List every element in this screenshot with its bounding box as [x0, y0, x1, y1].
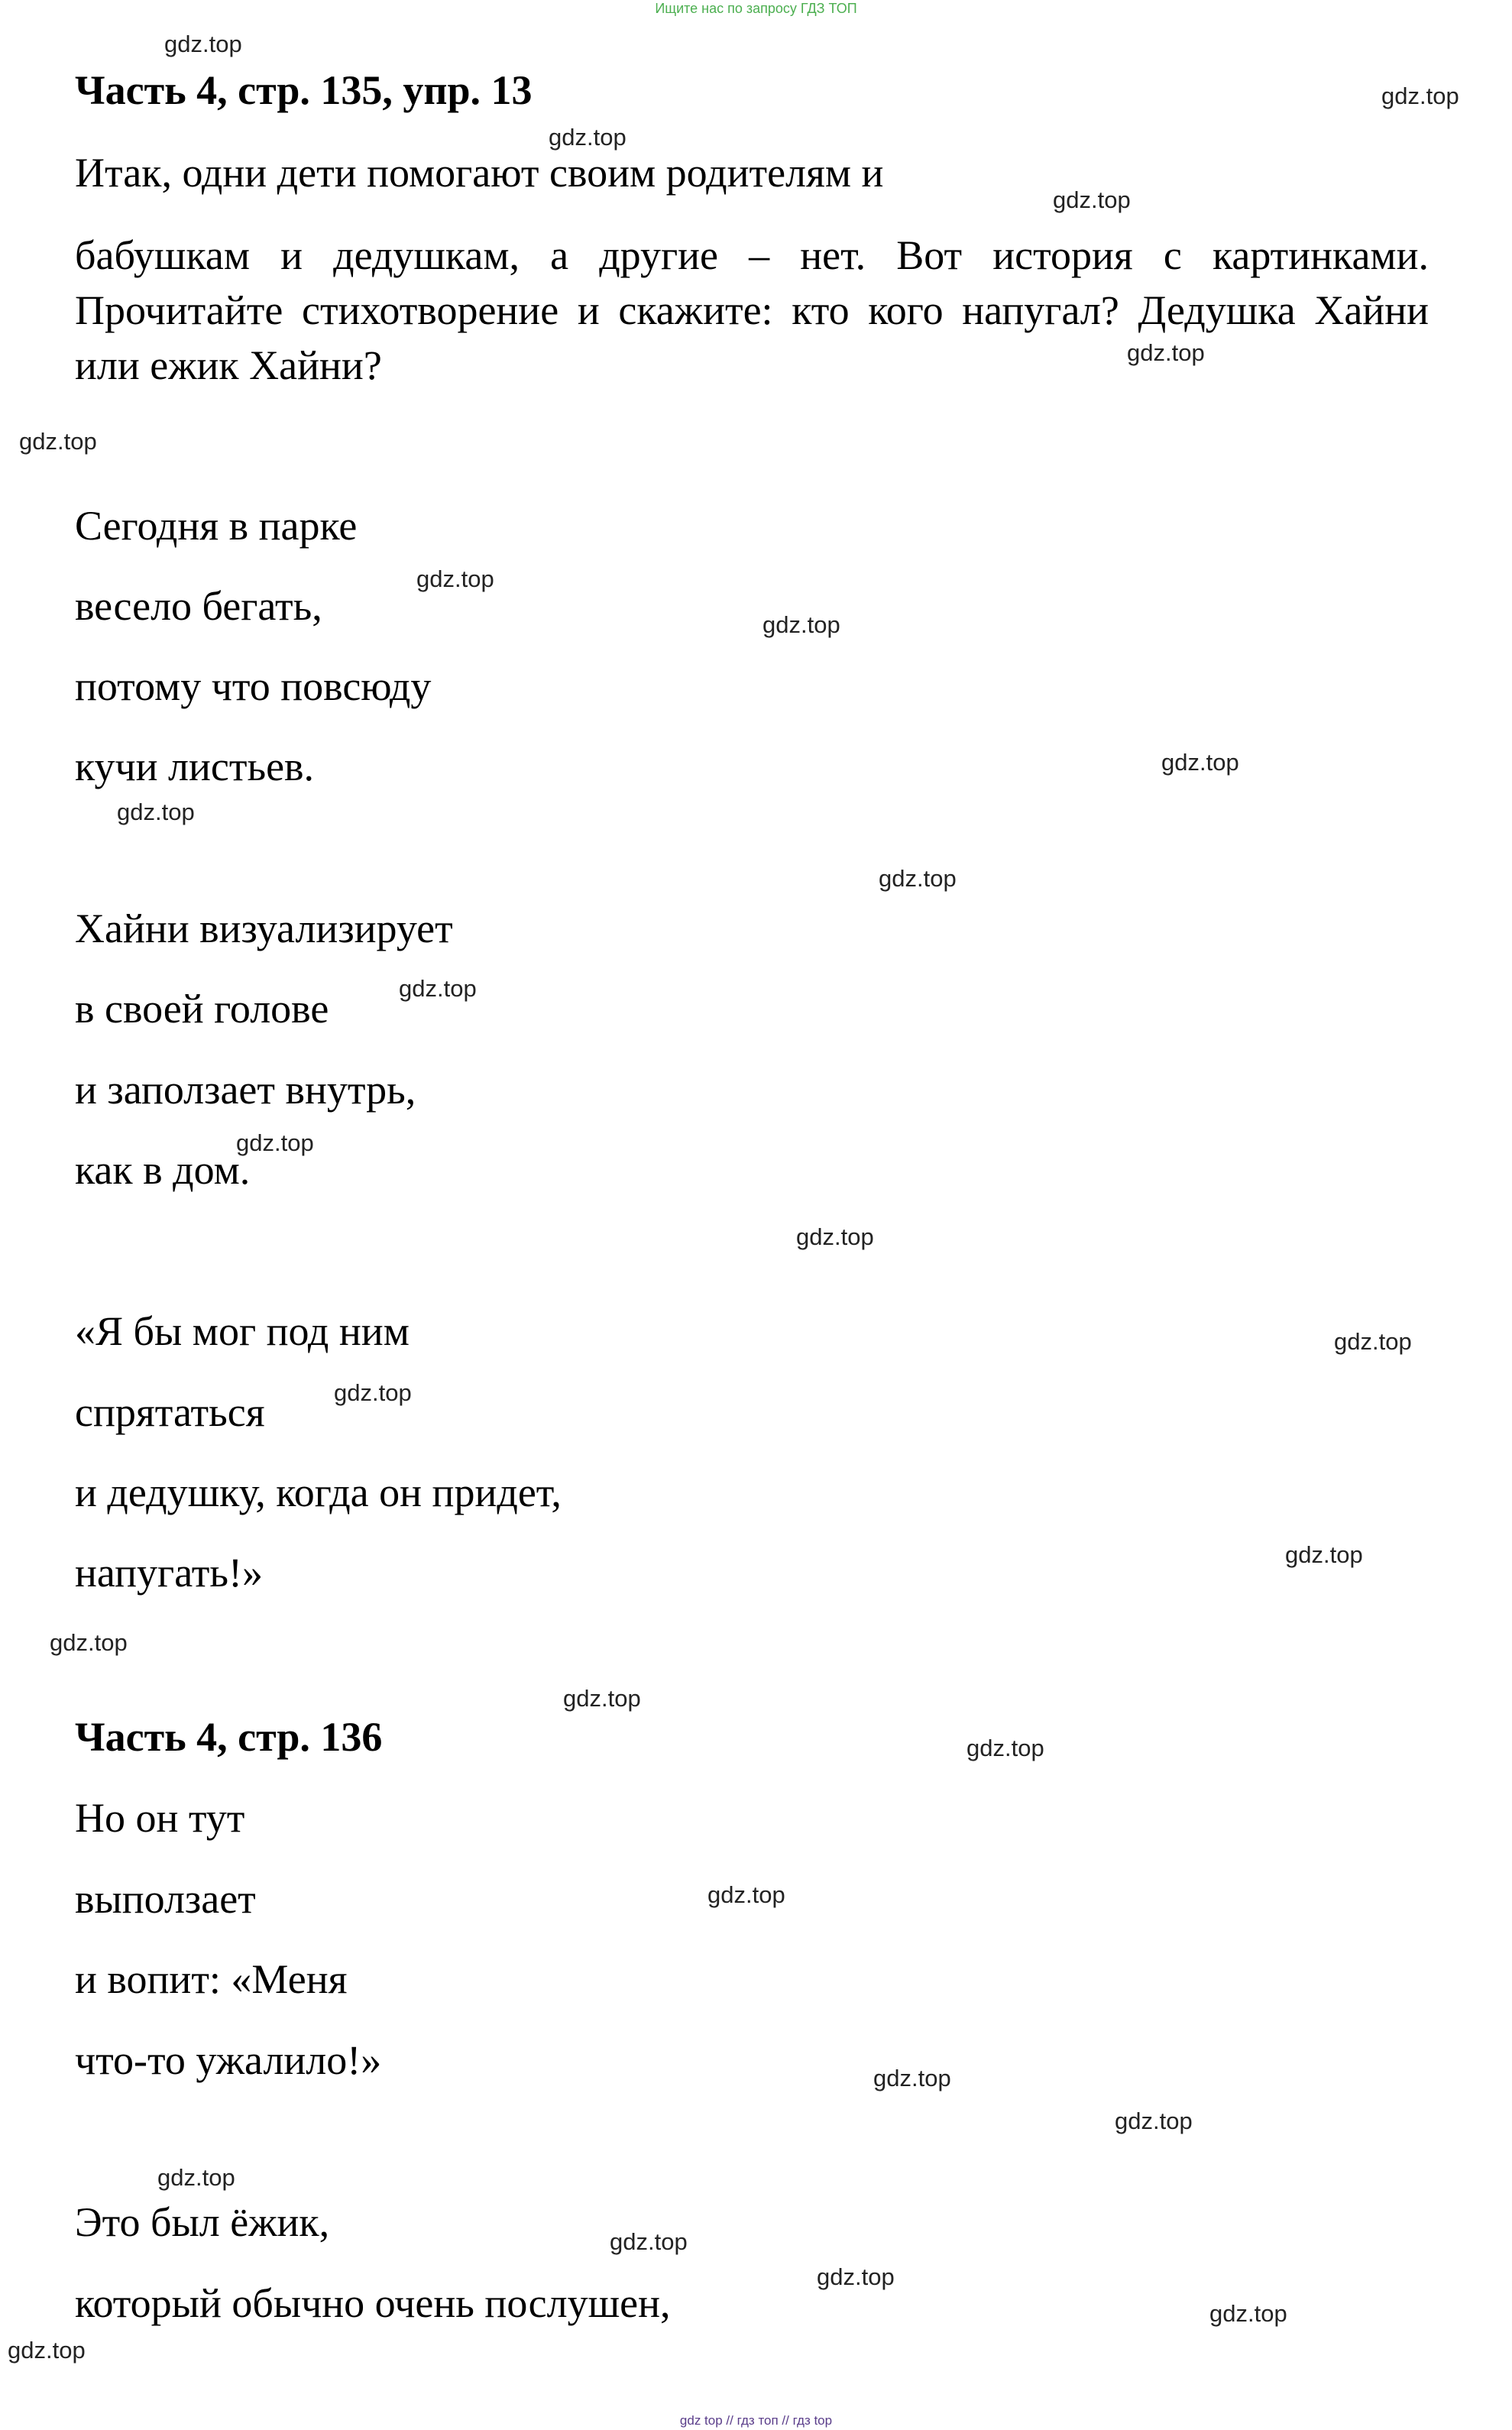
watermark: gdz.top	[707, 1881, 785, 1908]
watermark: gdz.top	[236, 1129, 314, 1156]
stanza2-line2: в своей голове	[75, 986, 329, 1032]
watermark: gdz.top	[796, 1223, 874, 1250]
stanza2-line4: как в дом.	[75, 1147, 251, 1193]
watermark: gdz.top	[563, 1685, 641, 1712]
watermark: gdz.top	[157, 2164, 235, 2191]
watermark: gdz.top	[334, 1379, 412, 1406]
stanza3-line3: и дедушку, когда он придет,	[75, 1469, 562, 1515]
section1-heading: Часть 4, стр. 135, упр. 13	[75, 67, 533, 113]
watermark: gdz.top	[8, 2337, 86, 2364]
bottom-banner[interactable]: gdz top // гдз топ // гдз top	[679, 2413, 833, 2428]
watermark: gdz.top	[399, 975, 477, 1002]
watermark: gdz.top	[1334, 1328, 1412, 1355]
watermark: gdz.top	[50, 1629, 128, 1656]
stanza3-line4: напугать!»	[75, 1550, 263, 1596]
watermark: gdz.top	[873, 2065, 951, 2091]
stanza2-line3: и заползает внутрь,	[75, 1067, 416, 1113]
intro-line: Итак, одни дети помогают своим родителям и	[75, 150, 884, 196]
watermark: gdz.top	[1053, 186, 1131, 213]
watermark: gdz.top	[1115, 2108, 1193, 2134]
stanza5-line1: Это был ёжик,	[75, 2199, 330, 2245]
stanza4-line4: что-то ужалило!»	[75, 2037, 382, 2083]
watermark: gdz.top	[966, 1735, 1044, 1761]
watermark: gdz.top	[416, 565, 494, 592]
stanza3-line2: спрятаться	[75, 1389, 265, 1435]
watermark: gdz.top	[1285, 1541, 1363, 1568]
watermark: gdz.top	[1127, 339, 1205, 366]
stanza2-line1: Хайни визуализирует	[75, 906, 453, 951]
stanza1-line4: кучи листьев.	[75, 744, 315, 789]
intro-paragraph: бабушкам и дедушкам, а другие – нет. Вот история с картинками. Прочитайте стихотворение и скажите: кто кого напугал? Дедушка Хайни или ежик Хайни?	[75, 232, 1429, 388]
watermark: gdz.top	[762, 611, 840, 638]
watermark: gdz.top	[610, 2228, 688, 2255]
watermark: gdz.top	[879, 865, 957, 892]
watermark: gdz.top	[117, 799, 195, 825]
stanza4-line2: выползает	[75, 1876, 256, 1922]
top-banner[interactable]: Ищите нас по запросу ГДЗ ТОП	[655, 1, 857, 16]
watermark: gdz.top	[164, 31, 242, 57]
stanza4-line1: Но он тут	[75, 1795, 245, 1841]
watermark: gdz.top	[817, 2263, 895, 2290]
watermark: gdz.top	[19, 428, 97, 455]
stanza1-line1: Сегодня в парке	[75, 503, 358, 549]
stanza4-line3: и вопит: «Меня	[75, 1956, 348, 2002]
watermark: gdz.top	[549, 124, 626, 151]
stanza1-line3: потому что повсюду	[75, 663, 432, 709]
stanza5-line2: который обычно очень послушен,	[75, 2280, 671, 2326]
watermark: gdz.top	[1209, 2300, 1287, 2327]
watermark: gdz.top	[1381, 83, 1459, 109]
stanza3-line1: «Я бы мог под ним	[75, 1308, 410, 1354]
watermark: gdz.top	[1161, 749, 1239, 776]
section2-heading: Часть 4, стр. 136	[75, 1714, 383, 1760]
stanza1-line2: весело бегать,	[75, 583, 322, 629]
